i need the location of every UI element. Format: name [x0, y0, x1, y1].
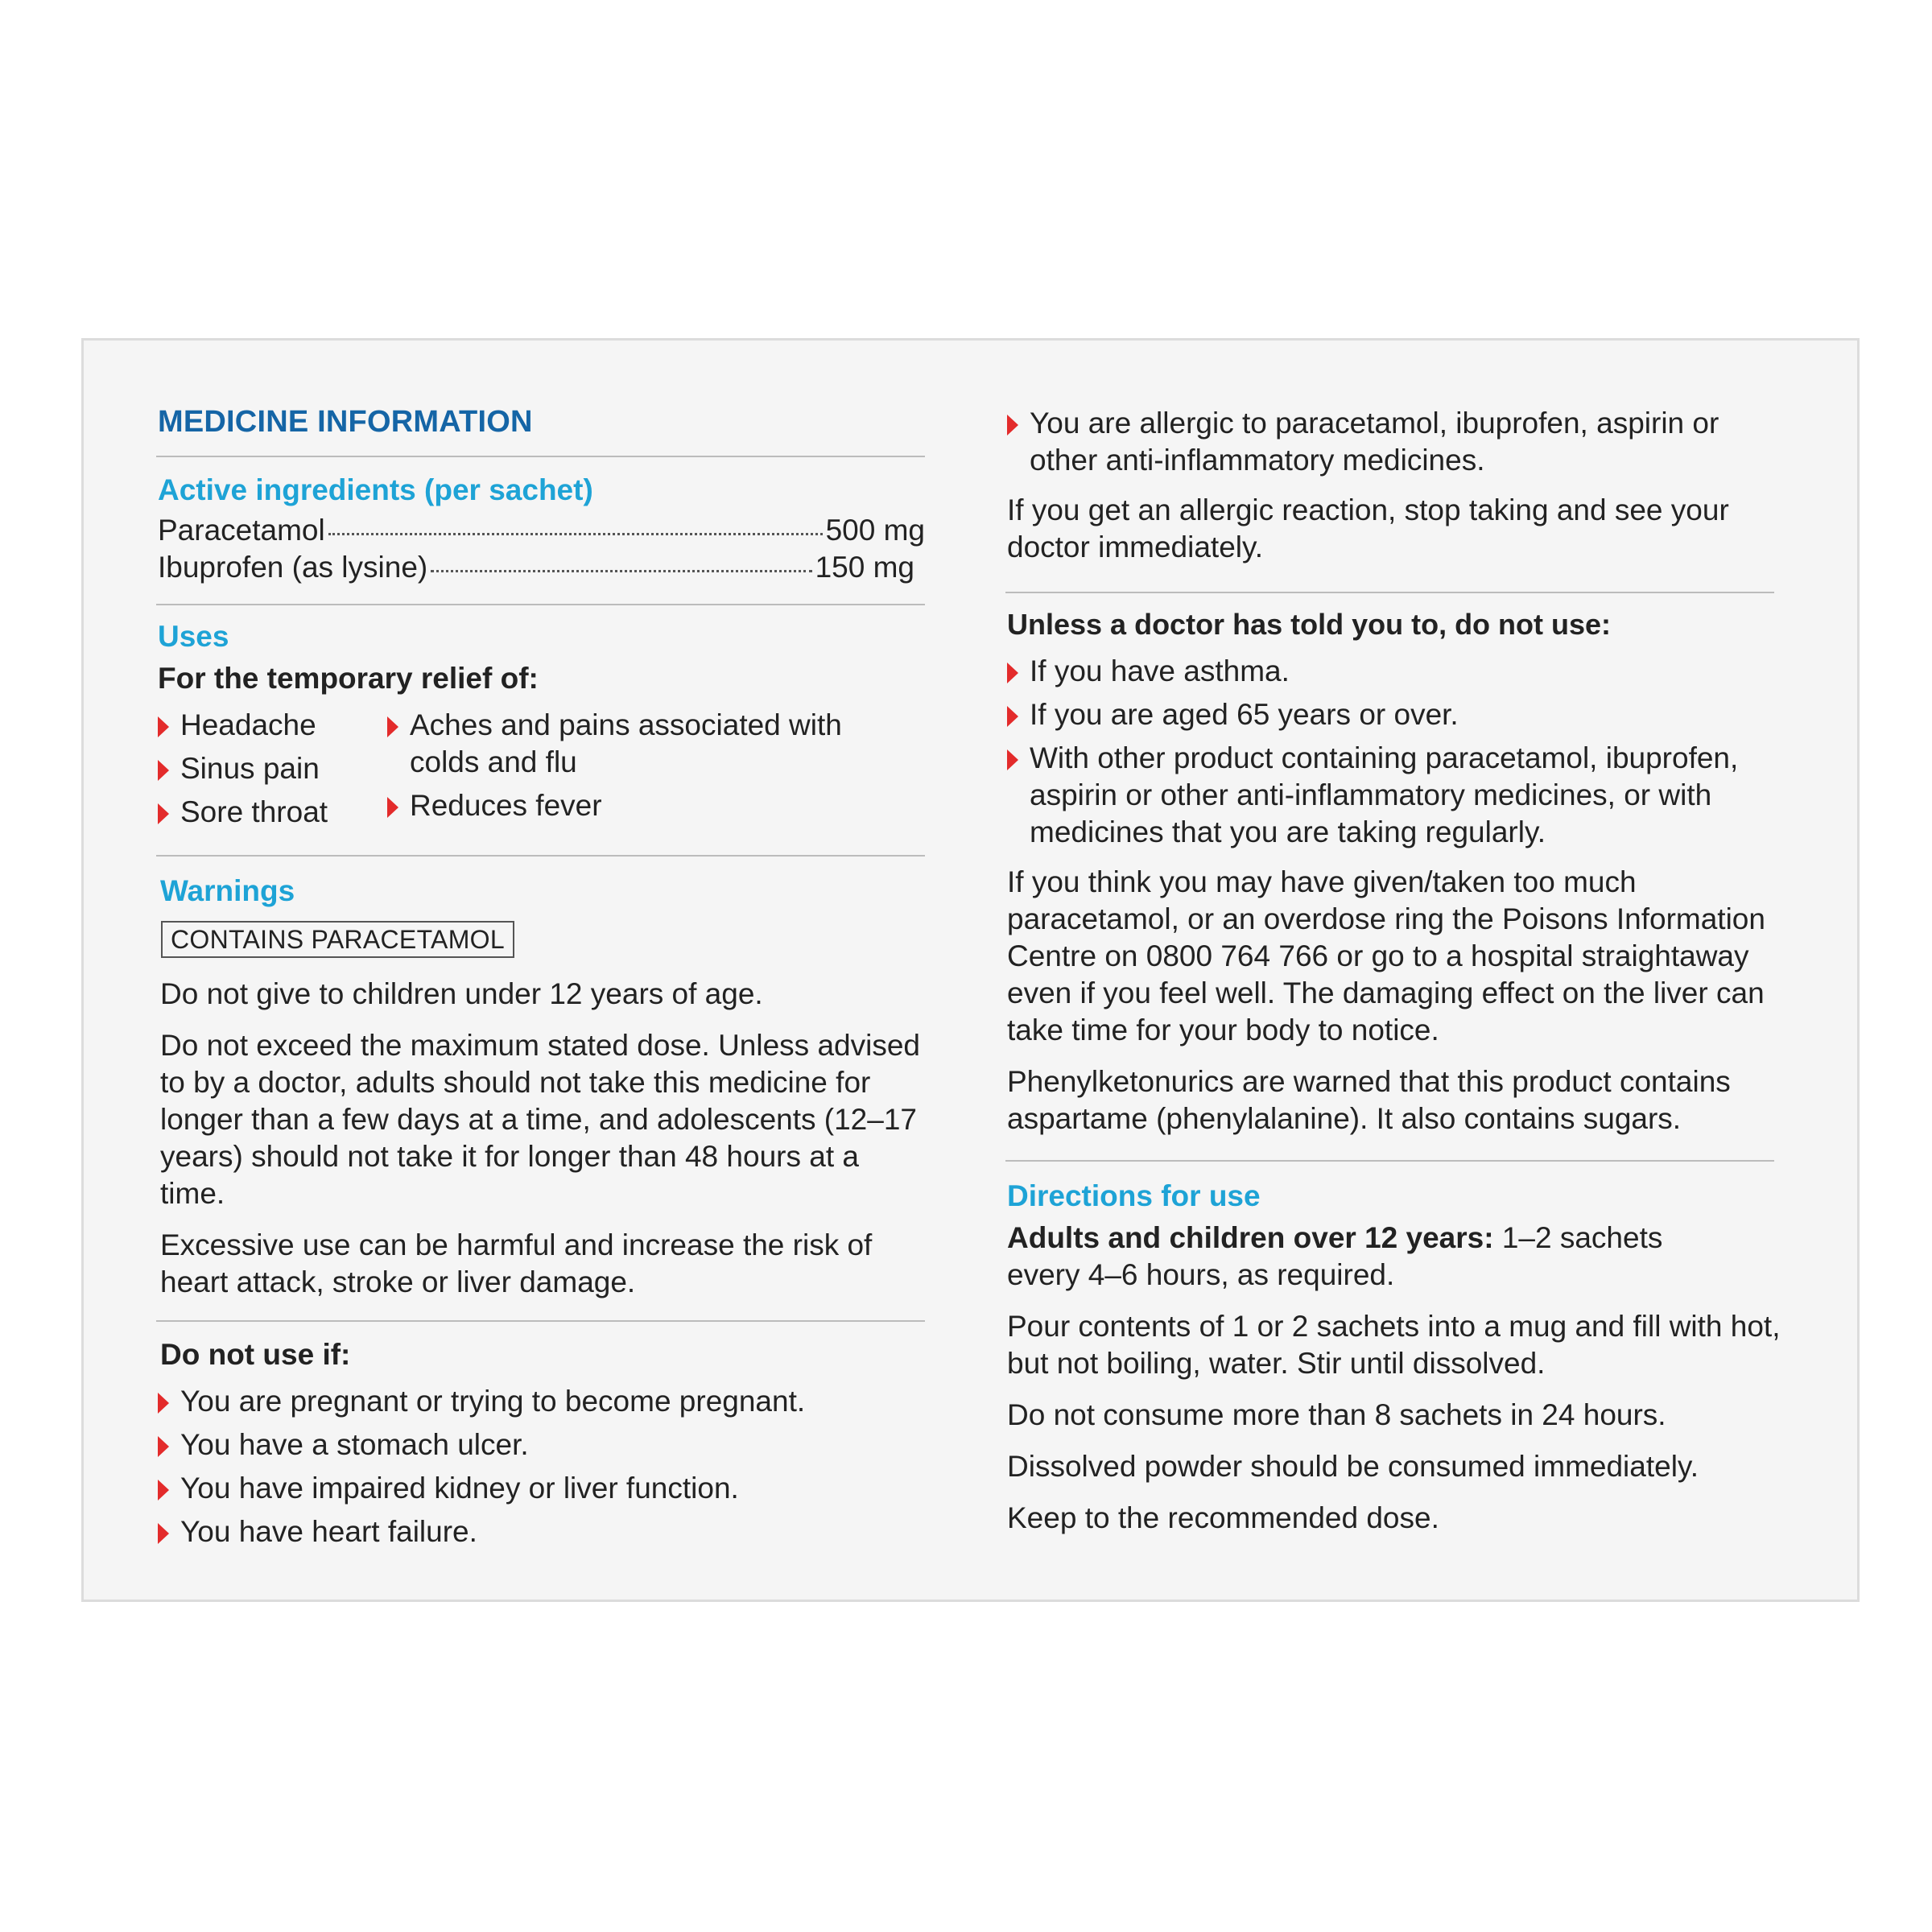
ingredient-row — [158, 512, 925, 549]
uses-intro: For the temporary relief of: — [158, 662, 539, 695]
red-triangle-bullet-icon — [387, 797, 398, 818]
dot-leader — [328, 533, 823, 535]
red-triangle-bullet-icon — [1007, 706, 1018, 727]
ingredient-amount: 150 mg — [815, 551, 914, 584]
directions-paragraph: Do not consume more than 8 sachets in 24 hours. — [1007, 1398, 1666, 1431]
red-triangle-bullet-icon — [158, 803, 169, 824]
red-triangle-bullet-icon — [158, 1480, 169, 1501]
ingredient-name: Paracetamol — [158, 514, 325, 547]
list-item: You have impaired kidney or liver function. — [156, 1470, 925, 1507]
directions-section — [1005, 1162, 1782, 1569]
warning-paragraph: Do not give to children under 12 years of age. — [160, 977, 763, 1010]
dot-leader — [431, 570, 811, 572]
right-column — [1005, 405, 1782, 1569]
list-item: Reduces fever — [386, 787, 852, 824]
list-item: You have a stomach ulcer. — [156, 1426, 925, 1463]
list-item: Headache — [156, 707, 386, 744]
left-column — [156, 405, 925, 1575]
red-triangle-bullet-icon — [1007, 749, 1018, 770]
allergy-note: If you get an allergic reaction, stop taking and see your doctor immediately. — [1007, 493, 1729, 564]
dose-label: Adults and children over 12 years: — [1007, 1221, 1494, 1254]
directions-paragraph: Dissolved powder should be consumed immediately. — [1007, 1450, 1699, 1483]
dose-text: 1–2 sachets every 4–6 hours, as required. — [1007, 1221, 1663, 1291]
doctor-section-heading: Unless a doctor has told you to, do not use: — [1007, 608, 1612, 641]
ingredient-row — [158, 549, 914, 586]
dose-paragraph — [1007, 1220, 1732, 1294]
page-title: MEDICINE INFORMATION — [158, 405, 533, 439]
red-triangle-bullet-icon — [158, 1393, 169, 1414]
do-not-use-heading: Do not use if: — [160, 1338, 351, 1371]
warning-paragraph: Excessive use can be harmful and increase the risk of heart attack, stroke or liver damage. — [160, 1228, 873, 1298]
red-triangle-bullet-icon — [158, 716, 169, 737]
list-item: Sinus pain — [156, 750, 386, 787]
ingredients-heading: Active ingredients (per sachet) — [158, 473, 593, 506]
warnings-section — [156, 857, 925, 1320]
directions-heading: Directions for use — [1007, 1179, 1261, 1212]
uses-column-1 — [156, 707, 386, 837]
uses-column-2 — [386, 707, 852, 837]
ingredient-name: Ibuprofen (as lysine) — [158, 551, 428, 584]
list-item: If you are aged 65 years or over. — [1005, 696, 1782, 733]
red-triangle-bullet-icon — [158, 1436, 169, 1457]
list-item: Sore throat — [156, 794, 386, 831]
ingredients-section — [156, 457, 925, 604]
contains-paracetamol-badge: CONTAINS PARACETAMOL — [161, 921, 514, 958]
list-item: You are pregnant or trying to become pregnant. — [156, 1383, 925, 1420]
directions-paragraph: Keep to the recommended dose. — [1007, 1501, 1439, 1534]
red-triangle-bullet-icon — [158, 1523, 169, 1544]
uses-heading: Uses — [158, 620, 229, 653]
doctor-section — [1005, 593, 1782, 1160]
red-triangle-bullet-icon — [1007, 415, 1018, 436]
do-not-use-section — [156, 1322, 925, 1575]
ingredient-amount: 500 mg — [825, 514, 925, 547]
warning-paragraph: Do not exceed the maximum stated dose. Unless advised to by a doctor, adults should not take this medicine for longer than a few days at a time, and adolescents (12–17 years) should not take it for longer than 48 hours at a time. — [160, 1029, 920, 1210]
list-item: If you have asthma. — [1005, 653, 1782, 690]
red-triangle-bullet-icon — [158, 760, 169, 781]
medicine-info-panel — [81, 338, 1860, 1602]
list-item: Aches and pains associated with colds and flu — [386, 707, 844, 781]
red-triangle-bullet-icon — [1007, 663, 1018, 683]
warnings-heading: Warnings — [160, 874, 295, 907]
list-item: With other product containing paracetamol, ibuprofen, aspirin or other anti-inflammatory medicines, or with medicines that you are taking regularly. — [1005, 740, 1770, 851]
directions-paragraph: Pour contents of 1 or 2 sachets into a mug and fill with hot, but not boiling, water. Stir until dissolved. — [1007, 1310, 1781, 1380]
list-item: You have heart failure. — [156, 1513, 925, 1550]
allergy-section — [1005, 405, 1782, 592]
uses-list — [156, 707, 925, 837]
list-item: You are allergic to paracetamol, ibuprofen, aspirin or other anti-inflammatory medicines. — [1005, 405, 1754, 479]
phenylketonurics-paragraph: Phenylketonurics are warned that this product contains aspartame (phenylalanine). It also contains sugars. — [1007, 1065, 1731, 1135]
uses-section — [156, 605, 925, 855]
red-triangle-bullet-icon — [387, 716, 398, 737]
overdose-paragraph: If you think you may have given/taken too much paracetamol, or an overdose ring the Poisons Information Centre on 0800 764 766 or go to a hospital straightaway even if you feel well. The damaging effect on the liver can take time for your body to notice. — [1007, 865, 1765, 1046]
